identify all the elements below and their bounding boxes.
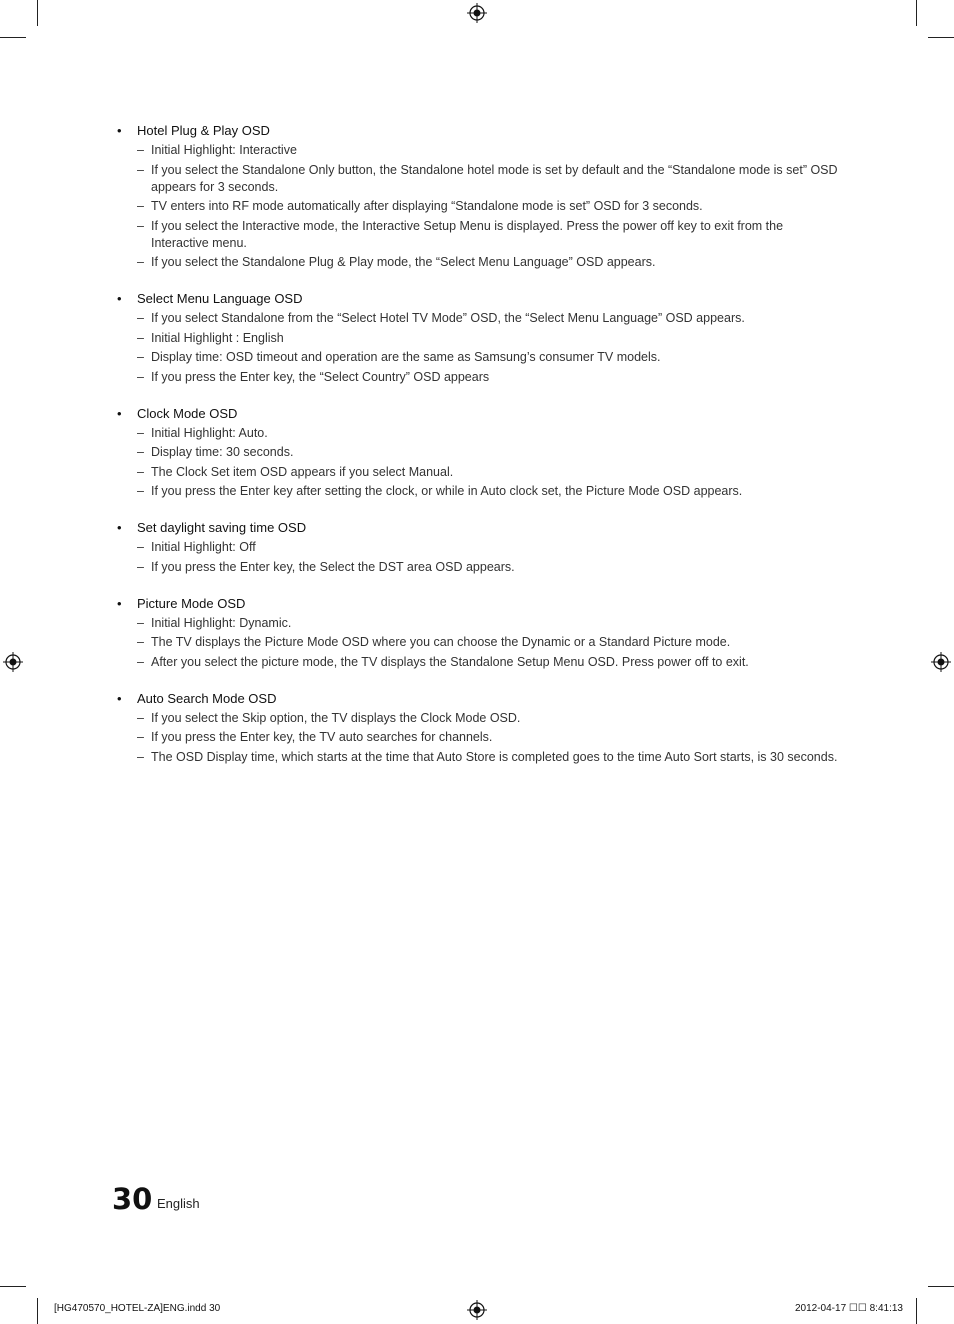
bullet-icon: • (117, 123, 122, 138)
list-item-text: The OSD Display time, which starts at the time that Auto Store is completed goes to the time Auto Sort starts, is 30 seconds. (151, 749, 838, 764)
section-heading (117, 290, 843, 308)
list-item-text: Display time: 30 seconds. (151, 445, 294, 459)
list-item-text: Initial Highlight: Off (151, 540, 256, 554)
section-item-list (117, 310, 843, 386)
section-heading-text: Clock Mode OSD (137, 405, 238, 421)
footer-filename: [HG470570_HOTEL-ZA]ENG.indd 30 (54, 1303, 221, 1314)
list-item-text: If you press the Enter key after setting the clock, or while in Auto clock set, the Picture Mode OSD appears. (151, 484, 743, 498)
registration-mark-icon (467, 3, 487, 23)
dash-icon: – (137, 710, 144, 725)
dash-icon: – (137, 749, 144, 764)
bullet-icon: • (117, 291, 122, 306)
section-heading (117, 690, 843, 708)
bullet-icon: • (117, 405, 122, 421)
section-heading (117, 405, 843, 423)
registration-mark-icon (3, 652, 23, 672)
list-item (117, 142, 843, 159)
list-item (117, 634, 843, 651)
dash-icon: – (137, 255, 144, 269)
dash-icon: – (137, 464, 144, 479)
dash-icon: – (137, 162, 144, 177)
crop-mark (928, 37, 954, 38)
crop-mark (928, 1286, 954, 1287)
list-item-text: If you press the Enter key, the “Select Country” OSD appears (151, 369, 490, 384)
document-body (117, 122, 843, 785)
list-item (117, 369, 843, 386)
list-item (117, 464, 843, 481)
crop-mark (0, 37, 26, 38)
dash-icon: – (137, 615, 144, 630)
list-item (117, 483, 843, 500)
list-item (117, 729, 843, 746)
list-item-text: If you press the Enter key, the Select the DST area OSD appears. (151, 559, 515, 574)
list-item-text: Initial Highlight: Dynamic. (151, 615, 292, 630)
dash-icon: – (137, 218, 144, 233)
list-item-text: If you select the Standalone Only button, the Standalone hotel mode is set by default and the “Standalone mode is set” OSD appears for 3 seconds. (151, 162, 838, 194)
list-item (117, 254, 843, 271)
footer-timestamp: 2012-04-17 ☐☐ 8:41:13 (794, 1303, 903, 1314)
list-item (117, 559, 843, 576)
dash-icon: – (137, 540, 144, 554)
list-item-text: If you select Standalone from the “Select Hotel TV Mode” OSD, the “Select Menu Language” OSD appears. (151, 311, 745, 325)
registration-mark-icon (467, 1300, 487, 1320)
list-item (117, 749, 843, 766)
list-item-text: TV enters into RF mode automatically after displaying “Standalone mode is set” OSD for 3 seconds. (151, 199, 703, 213)
section-item-list (117, 615, 843, 671)
list-item (117, 710, 843, 727)
dash-icon: – (137, 559, 144, 574)
section-heading-text: Hotel Plug & Play OSD (137, 123, 270, 138)
osd-section (117, 595, 843, 671)
list-item (117, 539, 843, 556)
dash-icon: – (137, 143, 144, 157)
dash-icon: – (137, 635, 144, 649)
list-item-text: The TV displays the Picture Mode OSD where you can choose the Dynamic or a Standard Picture mode. (151, 635, 731, 649)
list-item (117, 310, 843, 327)
list-item (117, 218, 843, 252)
list-item (117, 162, 843, 196)
dash-icon: – (137, 425, 144, 440)
dash-icon: – (137, 369, 144, 384)
list-item (117, 425, 843, 442)
crop-mark (916, 0, 917, 26)
list-item-text: Initial Highlight : English (151, 330, 284, 345)
section-heading (117, 122, 843, 140)
list-item-text: If you select the Skip option, the TV displays the Clock Mode OSD. (151, 710, 521, 725)
crop-mark (37, 1298, 38, 1324)
bullet-icon: • (117, 690, 122, 706)
crop-mark (37, 0, 38, 26)
registration-mark-icon (931, 652, 951, 672)
list-item-text: The Clock Set item OSD appears if you select Manual. (151, 464, 454, 479)
dash-icon: – (137, 730, 144, 744)
crop-mark (916, 1298, 917, 1324)
dash-icon: – (137, 350, 144, 364)
section-item-list (117, 710, 843, 766)
crop-mark (0, 1286, 26, 1287)
bullet-icon: • (117, 595, 122, 611)
dash-icon: – (137, 445, 144, 459)
list-item-text: Initial Highlight: Auto. (151, 425, 268, 440)
list-item-text: Initial Highlight: Interactive (151, 143, 297, 157)
list-item (117, 615, 843, 632)
bullet-icon: • (117, 520, 122, 535)
section-heading (117, 595, 843, 613)
dash-icon: – (137, 311, 144, 325)
list-item (117, 444, 843, 461)
section-item-list (117, 425, 843, 501)
list-item (117, 654, 843, 671)
osd-section (117, 122, 843, 271)
list-item (117, 349, 843, 366)
list-item-text: If you select the Interactive mode, the Interactive Setup Menu is displayed. Press the power off key to exit from the Interactive menu. (151, 218, 784, 250)
osd-section (117, 405, 843, 501)
page-number: 30 (112, 1182, 153, 1216)
osd-section (117, 690, 843, 766)
section-item-list (117, 539, 843, 576)
list-item-text: If you press the Enter key, the TV auto searches for channels. (151, 730, 493, 744)
list-item-text: Display time: OSD timeout and operation are the same as Samsung’s consumer TV models. (151, 350, 661, 364)
list-item (117, 330, 843, 347)
dash-icon: – (137, 654, 144, 669)
section-heading-text: Select Menu Language OSD (137, 291, 303, 306)
list-item-text: After you select the picture mode, the TV displays the Standalone Setup Menu OSD. Press power off to exit. (151, 654, 749, 669)
section-heading-text: Picture Mode OSD (137, 595, 246, 611)
osd-section (117, 290, 843, 386)
dash-icon: – (137, 330, 144, 345)
section-item-list (117, 142, 843, 271)
dash-icon: – (137, 484, 144, 498)
osd-section (117, 519, 843, 576)
dash-icon: – (137, 199, 144, 213)
list-item-text: If you select the Standalone Plug & Play mode, the “Select Menu Language” OSD appears. (151, 255, 656, 269)
section-heading (117, 519, 843, 537)
section-heading-text: Auto Search Mode OSD (137, 690, 277, 706)
page-language: English (157, 1196, 200, 1211)
section-heading-text: Set daylight saving time OSD (137, 520, 307, 535)
list-item (117, 198, 843, 215)
